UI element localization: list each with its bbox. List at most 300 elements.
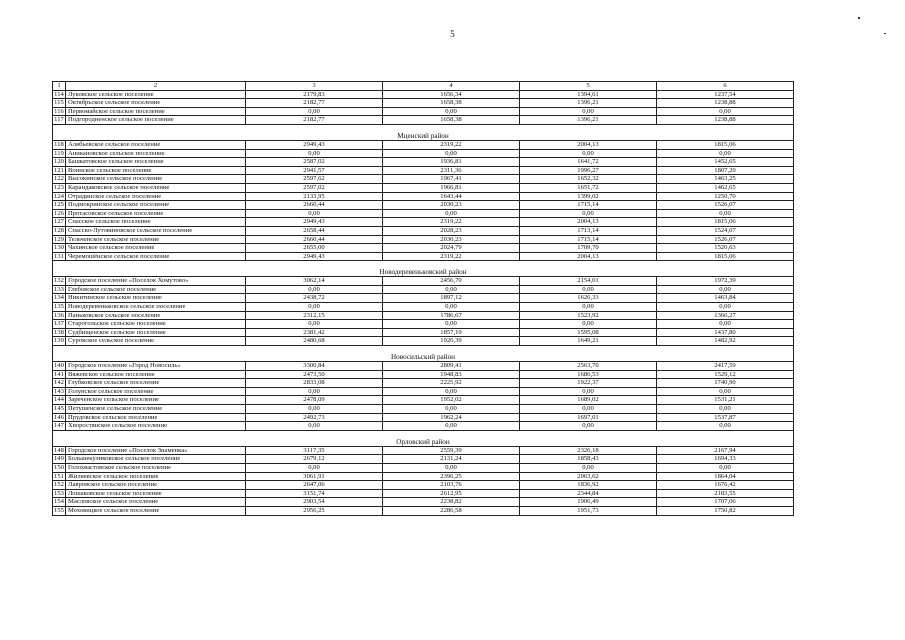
value-col-6: 1238,88 xyxy=(657,99,794,108)
row-number: 142 xyxy=(54,379,64,387)
row-number: 150 xyxy=(54,463,64,471)
value-col-5: 1686,53 xyxy=(520,370,657,379)
value-col-3: 2381,42 xyxy=(246,328,383,337)
value-col-3: 2658,44 xyxy=(246,226,383,235)
value-col-5: 2344,84 xyxy=(520,489,657,498)
value-col-4: 1897,12 xyxy=(383,294,520,303)
value-col-6: 2417,59 xyxy=(657,362,794,371)
settlement-name: Высокинское сельское поселение xyxy=(66,175,246,184)
settlement-name: Подгородненское сельское поселение xyxy=(66,116,246,125)
value-col-4: 2319,22 xyxy=(383,218,520,227)
value-col-4: 2238,82 xyxy=(383,498,520,507)
value-col-5: 1858,43 xyxy=(520,455,657,464)
value-col-4: 1926,39 xyxy=(383,337,520,346)
row-number: 122 xyxy=(54,175,64,183)
section-separator xyxy=(53,346,794,354)
table-row xyxy=(53,311,794,320)
table-body xyxy=(53,82,794,516)
settlement-name: Масловское сельское поселение xyxy=(66,498,246,507)
table-row xyxy=(53,244,794,253)
table-row xyxy=(53,285,794,294)
value-col-6: 0,00 xyxy=(657,149,794,158)
settlement-name: Хворостянское сельское поселение xyxy=(66,422,246,431)
settlement-name: Зареченское сельское поселение xyxy=(66,396,246,405)
value-col-5: 1697,01 xyxy=(520,413,657,422)
value-col-5: 1713,14 xyxy=(520,226,657,235)
column-header-row xyxy=(53,82,794,91)
value-col-3: 0,00 xyxy=(246,320,383,329)
table-row xyxy=(53,328,794,337)
settlement-name: Жиляевское сельское поселение xyxy=(66,472,246,481)
value-col-5: 2004,13 xyxy=(520,218,657,227)
settlement-name: Старогольское сельское поселение xyxy=(66,320,246,329)
district-title: Мценский район xyxy=(53,132,794,141)
settlement-name: Судбищенское сельское поселение xyxy=(66,328,246,337)
value-col-6: 1864,04 xyxy=(657,472,794,481)
column-header: 6 xyxy=(657,82,794,91)
value-col-3: 2949,43 xyxy=(246,140,383,149)
district-title: Новосильский район xyxy=(53,353,794,362)
settlement-name: Голохвастовское сельское поселение xyxy=(66,463,246,472)
value-col-3: 2949,43 xyxy=(246,252,383,261)
page-number: 5 xyxy=(450,29,455,39)
value-col-5: 1523,92 xyxy=(520,311,657,320)
value-col-5: 1836,92 xyxy=(520,481,657,490)
value-col-5: 0,00 xyxy=(520,405,657,414)
value-col-6: 1972,39 xyxy=(657,277,794,286)
value-col-6: 0,00 xyxy=(657,285,794,294)
settlement-name: Моховицкое сельское поселение xyxy=(66,506,246,515)
value-col-4: 2559,39 xyxy=(383,446,520,455)
row-number: 138 xyxy=(54,328,64,336)
value-col-5: 1641,72 xyxy=(520,158,657,167)
row-number: 125 xyxy=(54,201,64,209)
value-col-4: 0,00 xyxy=(383,320,520,329)
row-number: 135 xyxy=(54,303,64,311)
value-col-3: 2587,02 xyxy=(246,158,383,167)
value-col-3: 0,00 xyxy=(246,209,383,218)
value-col-4: 0,00 xyxy=(383,463,520,472)
table-row xyxy=(53,218,794,227)
value-col-4: 2319,22 xyxy=(383,252,520,261)
value-col-3: 2956,25 xyxy=(246,506,383,515)
row-number: 124 xyxy=(54,192,64,200)
value-col-4: 2456,70 xyxy=(383,277,520,286)
table-row xyxy=(53,387,794,396)
value-col-6: 1694,33 xyxy=(657,455,794,464)
value-col-4: 1658,38 xyxy=(383,116,520,125)
table-row xyxy=(53,320,794,329)
value-col-5: 0,00 xyxy=(520,463,657,472)
value-col-5: 1996,27 xyxy=(520,166,657,175)
row-number: 114 xyxy=(54,90,64,98)
table-row xyxy=(53,370,794,379)
row-number: 132 xyxy=(54,277,64,285)
value-col-4: 0,00 xyxy=(383,387,520,396)
value-col-6: 1526,07 xyxy=(657,235,794,244)
table-row xyxy=(53,413,794,422)
value-col-3: 0,00 xyxy=(246,387,383,396)
district-title: Новодеревеньковский район xyxy=(53,268,794,277)
settlement-name: Спасское сельское поселение xyxy=(66,218,246,227)
value-col-3: 3061,91 xyxy=(246,472,383,481)
table-row xyxy=(53,362,794,371)
value-col-4: 2396,25 xyxy=(383,472,520,481)
settlement-name: Никитинское сельское поселение xyxy=(66,294,246,303)
row-number: 144 xyxy=(54,396,64,404)
value-col-6: 1366,27 xyxy=(657,311,794,320)
value-col-4: 1658,38 xyxy=(383,99,520,108)
table-row xyxy=(53,422,794,431)
settlement-name: Голунское сельское поселение xyxy=(66,387,246,396)
table-row xyxy=(53,166,794,175)
value-col-6: 1463,84 xyxy=(657,294,794,303)
value-col-4: 0,00 xyxy=(383,303,520,312)
settlement-name: Лошаковское сельское поселение xyxy=(66,489,246,498)
value-col-5: 2063,62 xyxy=(520,472,657,481)
settlement-name: Воинское сельское поселение xyxy=(66,166,246,175)
value-col-6: 0,00 xyxy=(657,209,794,218)
value-col-6: 1250,70 xyxy=(657,192,794,201)
settlement-name: Городское поселение «Поселок Хомутово» xyxy=(66,277,246,286)
column-header: 4 xyxy=(383,82,520,91)
settlement-name: Вяжевское сельское поселение xyxy=(66,370,246,379)
value-col-6: 1740,90 xyxy=(657,379,794,388)
settlement-name: Глубковское сельское поселение xyxy=(66,379,246,388)
value-col-5: 0,00 xyxy=(520,387,657,396)
value-col-6: 1750,82 xyxy=(657,506,794,515)
settlement-name: Глебовское сельское поселение xyxy=(66,285,246,294)
table-row xyxy=(53,209,794,218)
value-col-6: 1807,20 xyxy=(657,166,794,175)
value-col-3: 2679,12 xyxy=(246,455,383,464)
value-col-3: 2655,00 xyxy=(246,244,383,253)
value-col-5: 1394,61 xyxy=(520,90,657,99)
value-col-3: 0,00 xyxy=(246,405,383,414)
value-col-3: 2903,54 xyxy=(246,498,383,507)
row-number: 146 xyxy=(54,413,64,421)
value-col-6: 1529,12 xyxy=(657,370,794,379)
district-header-row xyxy=(53,132,794,141)
table-row xyxy=(53,506,794,515)
row-number: 115 xyxy=(54,99,64,107)
row-number: 127 xyxy=(54,218,64,226)
value-col-3: 2182,77 xyxy=(246,116,383,125)
value-col-6: 1482,92 xyxy=(657,337,794,346)
row-number: 143 xyxy=(54,387,64,395)
row-number: 131 xyxy=(54,252,64,260)
value-col-6: 0,00 xyxy=(657,320,794,329)
value-col-5: 1595,08 xyxy=(520,328,657,337)
row-number: 145 xyxy=(54,405,64,412)
table-row xyxy=(53,140,794,149)
row-number: 126 xyxy=(54,209,64,217)
value-col-3: 3151,74 xyxy=(246,489,383,498)
value-col-5: 2004,13 xyxy=(520,252,657,261)
value-col-6: 1815,06 xyxy=(657,218,794,227)
value-col-3: 3117,35 xyxy=(246,446,383,455)
value-col-6: 1463,25 xyxy=(657,175,794,184)
table-row xyxy=(53,498,794,507)
value-col-4: 2286,58 xyxy=(383,506,520,515)
value-col-4: 2131,24 xyxy=(383,455,520,464)
row-number: 134 xyxy=(54,294,64,302)
scan-speck xyxy=(884,33,886,34)
value-col-3: 2597,02 xyxy=(246,183,383,192)
value-col-5: 1709,70 xyxy=(520,244,657,253)
table-row xyxy=(53,489,794,498)
column-header: 1 xyxy=(53,82,66,91)
value-col-3: 2941,57 xyxy=(246,166,383,175)
scan-speck xyxy=(858,17,860,19)
settlement-name: Октябрьское сельское поселение xyxy=(66,99,246,108)
row-number: 118 xyxy=(54,140,64,148)
value-col-3: 2492,73 xyxy=(246,413,383,422)
row-number: 119 xyxy=(54,149,64,157)
row-number: 153 xyxy=(54,489,64,497)
value-col-4: 1967,41 xyxy=(383,175,520,184)
value-col-6: 0,00 xyxy=(657,405,794,414)
table-row xyxy=(53,252,794,261)
value-col-6: 1676,42 xyxy=(657,481,794,490)
value-col-4: 1948,83 xyxy=(383,370,520,379)
table-row xyxy=(53,183,794,192)
value-col-4: 2612,95 xyxy=(383,489,520,498)
table-row xyxy=(53,192,794,201)
value-col-6: 0,00 xyxy=(657,387,794,396)
value-col-6: 1437,80 xyxy=(657,328,794,337)
column-header: 2 xyxy=(66,82,246,91)
row-number: 147 xyxy=(54,422,64,430)
value-col-4: 2030,23 xyxy=(383,201,520,210)
row-number: 152 xyxy=(54,481,64,489)
table-row xyxy=(53,90,794,99)
table-row xyxy=(53,396,794,405)
table-row xyxy=(53,277,794,286)
settlement-name: Первомайское сельское поселение xyxy=(66,107,246,116)
table-row xyxy=(53,99,794,108)
table-row xyxy=(53,201,794,210)
value-col-3: 0,00 xyxy=(246,463,383,472)
value-col-5: 2563,70 xyxy=(520,362,657,371)
value-col-6: 1815,06 xyxy=(657,140,794,149)
value-col-6: 1531,21 xyxy=(657,396,794,405)
value-col-4: 0,00 xyxy=(383,285,520,294)
value-col-4: 1857,19 xyxy=(383,328,520,337)
settlement-name: Прудовское сельское поселение xyxy=(66,413,246,422)
row-number: 139 xyxy=(54,337,64,345)
value-col-4: 0,00 xyxy=(383,209,520,218)
value-col-5: 0,00 xyxy=(520,107,657,116)
value-col-5: 2004,13 xyxy=(520,140,657,149)
value-col-5: 1399,02 xyxy=(520,192,657,201)
value-col-6: 0,00 xyxy=(657,422,794,431)
value-col-5: 0,00 xyxy=(520,285,657,294)
table-row xyxy=(53,294,794,303)
value-col-3: 2647,06 xyxy=(246,481,383,490)
table-row xyxy=(53,149,794,158)
value-col-4: 2311,36 xyxy=(383,166,520,175)
row-number: 137 xyxy=(54,320,64,328)
row-number: 120 xyxy=(54,158,64,166)
settlement-name: Лавровское сельское поселение xyxy=(66,481,246,490)
value-col-5: 1626,33 xyxy=(520,294,657,303)
table-row xyxy=(53,303,794,312)
value-col-5: 1951,73 xyxy=(520,506,657,515)
value-col-4: 1952,02 xyxy=(383,396,520,405)
value-col-3: 2833,08 xyxy=(246,379,383,388)
row-number: 149 xyxy=(54,455,64,463)
settlement-name: Тельченское сельское поселение xyxy=(66,235,246,244)
table-row xyxy=(53,158,794,167)
settlement-name: Карандаковское сельское поселение xyxy=(66,183,246,192)
value-col-5: 1906,49 xyxy=(520,498,657,507)
row-number: 151 xyxy=(54,472,64,480)
settlement-name: Чахинское сельское поселение xyxy=(66,244,246,253)
value-col-6: 2183,55 xyxy=(657,489,794,498)
settlement-name: Аникановское сельское поселение xyxy=(66,149,246,158)
value-col-3: 0,00 xyxy=(246,149,383,158)
settlement-name: Алябьевское сельское поселение xyxy=(66,140,246,149)
settlement-name: Петушенское сельское поселение xyxy=(66,405,246,414)
value-col-6: 1524,07 xyxy=(657,226,794,235)
table-row xyxy=(53,455,794,464)
district-header-row xyxy=(53,438,794,447)
settlement-name: Протасовское сельское поселение xyxy=(66,209,246,218)
table-row xyxy=(53,463,794,472)
settlement-name: Новодеревеньковское сельское поселение xyxy=(66,303,246,312)
table-row xyxy=(53,116,794,125)
value-col-4: 1643,44 xyxy=(383,192,520,201)
value-col-4: 0,00 xyxy=(383,107,520,116)
value-col-6: 0,00 xyxy=(657,107,794,116)
value-col-3: 2949,43 xyxy=(246,218,383,227)
value-col-6: 1537,87 xyxy=(657,413,794,422)
row-number: 121 xyxy=(54,166,64,174)
table-row xyxy=(53,226,794,235)
value-col-5: 1689,02 xyxy=(520,396,657,405)
row-number: 141 xyxy=(54,370,64,378)
value-col-5: 1651,72 xyxy=(520,183,657,192)
value-col-6: 2167,94 xyxy=(657,446,794,455)
value-col-4: 0,00 xyxy=(383,422,520,431)
table-row xyxy=(53,446,794,455)
value-col-3: 2133,95 xyxy=(246,192,383,201)
row-number: 148 xyxy=(54,446,64,454)
value-col-5: 0,00 xyxy=(520,422,657,431)
value-col-5: 1649,21 xyxy=(520,337,657,346)
value-col-4: 1656,34 xyxy=(383,90,520,99)
value-col-3: 2597,62 xyxy=(246,175,383,184)
value-col-6: 1526,07 xyxy=(657,201,794,210)
value-col-3: 2438,72 xyxy=(246,294,383,303)
row-number: 123 xyxy=(54,183,64,191)
value-col-5: 0,00 xyxy=(520,149,657,158)
value-col-5: 0,00 xyxy=(520,320,657,329)
row-number: 117 xyxy=(54,116,64,124)
value-col-3: 2473,50 xyxy=(246,370,383,379)
value-col-3: 2480,68 xyxy=(246,337,383,346)
value-col-5: 1396,21 xyxy=(520,99,657,108)
value-col-4: 2809,41 xyxy=(383,362,520,371)
section-separator xyxy=(53,261,794,269)
row-number: 129 xyxy=(54,235,64,243)
settlement-name: Паньковское сельское поселение xyxy=(66,311,246,320)
value-col-6: 1815,06 xyxy=(657,252,794,261)
value-col-6: 1238,88 xyxy=(657,116,794,125)
value-col-3: 2660,44 xyxy=(246,201,383,210)
value-col-3: 2478,09 xyxy=(246,396,383,405)
value-col-6: 0,00 xyxy=(657,463,794,472)
value-col-3: 2312,15 xyxy=(246,311,383,320)
table-row xyxy=(53,472,794,481)
value-col-4: 2028,23 xyxy=(383,226,520,235)
value-col-3: 2179,83 xyxy=(246,90,383,99)
value-col-6: 1707,06 xyxy=(657,498,794,507)
section-separator xyxy=(53,430,794,438)
district-header-row xyxy=(53,353,794,362)
value-col-5: 1922,37 xyxy=(520,379,657,388)
value-col-4: 2225,92 xyxy=(383,379,520,388)
row-number: 130 xyxy=(54,244,64,252)
value-col-4: 1936,81 xyxy=(383,158,520,167)
value-col-4: 2030,23 xyxy=(383,235,520,244)
row-number: 116 xyxy=(54,107,64,115)
table-row xyxy=(53,379,794,388)
settlement-name: Большекуликовское сельское поселение xyxy=(66,455,246,464)
value-col-3: 0,00 xyxy=(246,107,383,116)
value-col-5: 1715,14 xyxy=(520,235,657,244)
column-header: 5 xyxy=(520,82,657,91)
settlement-name: Отрадинское сельское поселение xyxy=(66,192,246,201)
value-col-4: 2103,76 xyxy=(383,481,520,490)
value-col-6: 1462,65 xyxy=(657,183,794,192)
value-col-6: 1237,54 xyxy=(657,90,794,99)
value-col-5: 1715,14 xyxy=(520,201,657,210)
row-number: 155 xyxy=(54,506,64,514)
value-col-6: 1452,65 xyxy=(657,158,794,167)
value-col-4: 1962,24 xyxy=(383,413,520,422)
row-number: 136 xyxy=(54,311,64,319)
settlement-name: Башкатовское сельское поселение xyxy=(66,158,246,167)
table-row xyxy=(53,405,794,414)
row-number: 133 xyxy=(54,285,64,293)
value-col-4: 0,00 xyxy=(383,149,520,158)
table-row xyxy=(53,337,794,346)
value-col-4: 2319,22 xyxy=(383,140,520,149)
district-title: Орловский район xyxy=(53,438,794,447)
settlement-name: Городское поселение «Город Новосиль» xyxy=(66,362,246,371)
data-table xyxy=(52,81,794,516)
settlement-name: Луковское сельское поселение xyxy=(66,90,246,99)
value-col-3: 0,00 xyxy=(246,285,383,294)
value-col-6: 1520,63 xyxy=(657,244,794,253)
table-row xyxy=(53,175,794,184)
table-row xyxy=(53,235,794,244)
value-col-3: 2660,44 xyxy=(246,235,383,244)
section-separator xyxy=(53,124,794,132)
value-col-4: 1966,81 xyxy=(383,183,520,192)
value-col-5: 1396,21 xyxy=(520,116,657,125)
settlement-name: Спасско-Лутовиновское сельское поселение xyxy=(66,226,246,235)
value-col-3: 0,00 xyxy=(246,303,383,312)
value-col-6: 0,00 xyxy=(657,303,794,312)
value-col-5: 0,00 xyxy=(520,303,657,312)
value-col-4: 0,00 xyxy=(383,405,520,414)
value-col-5: 2154,01 xyxy=(520,277,657,286)
value-col-5: 2326,18 xyxy=(520,446,657,455)
settlement-name: Подмокринское сельское поселение xyxy=(66,201,246,210)
